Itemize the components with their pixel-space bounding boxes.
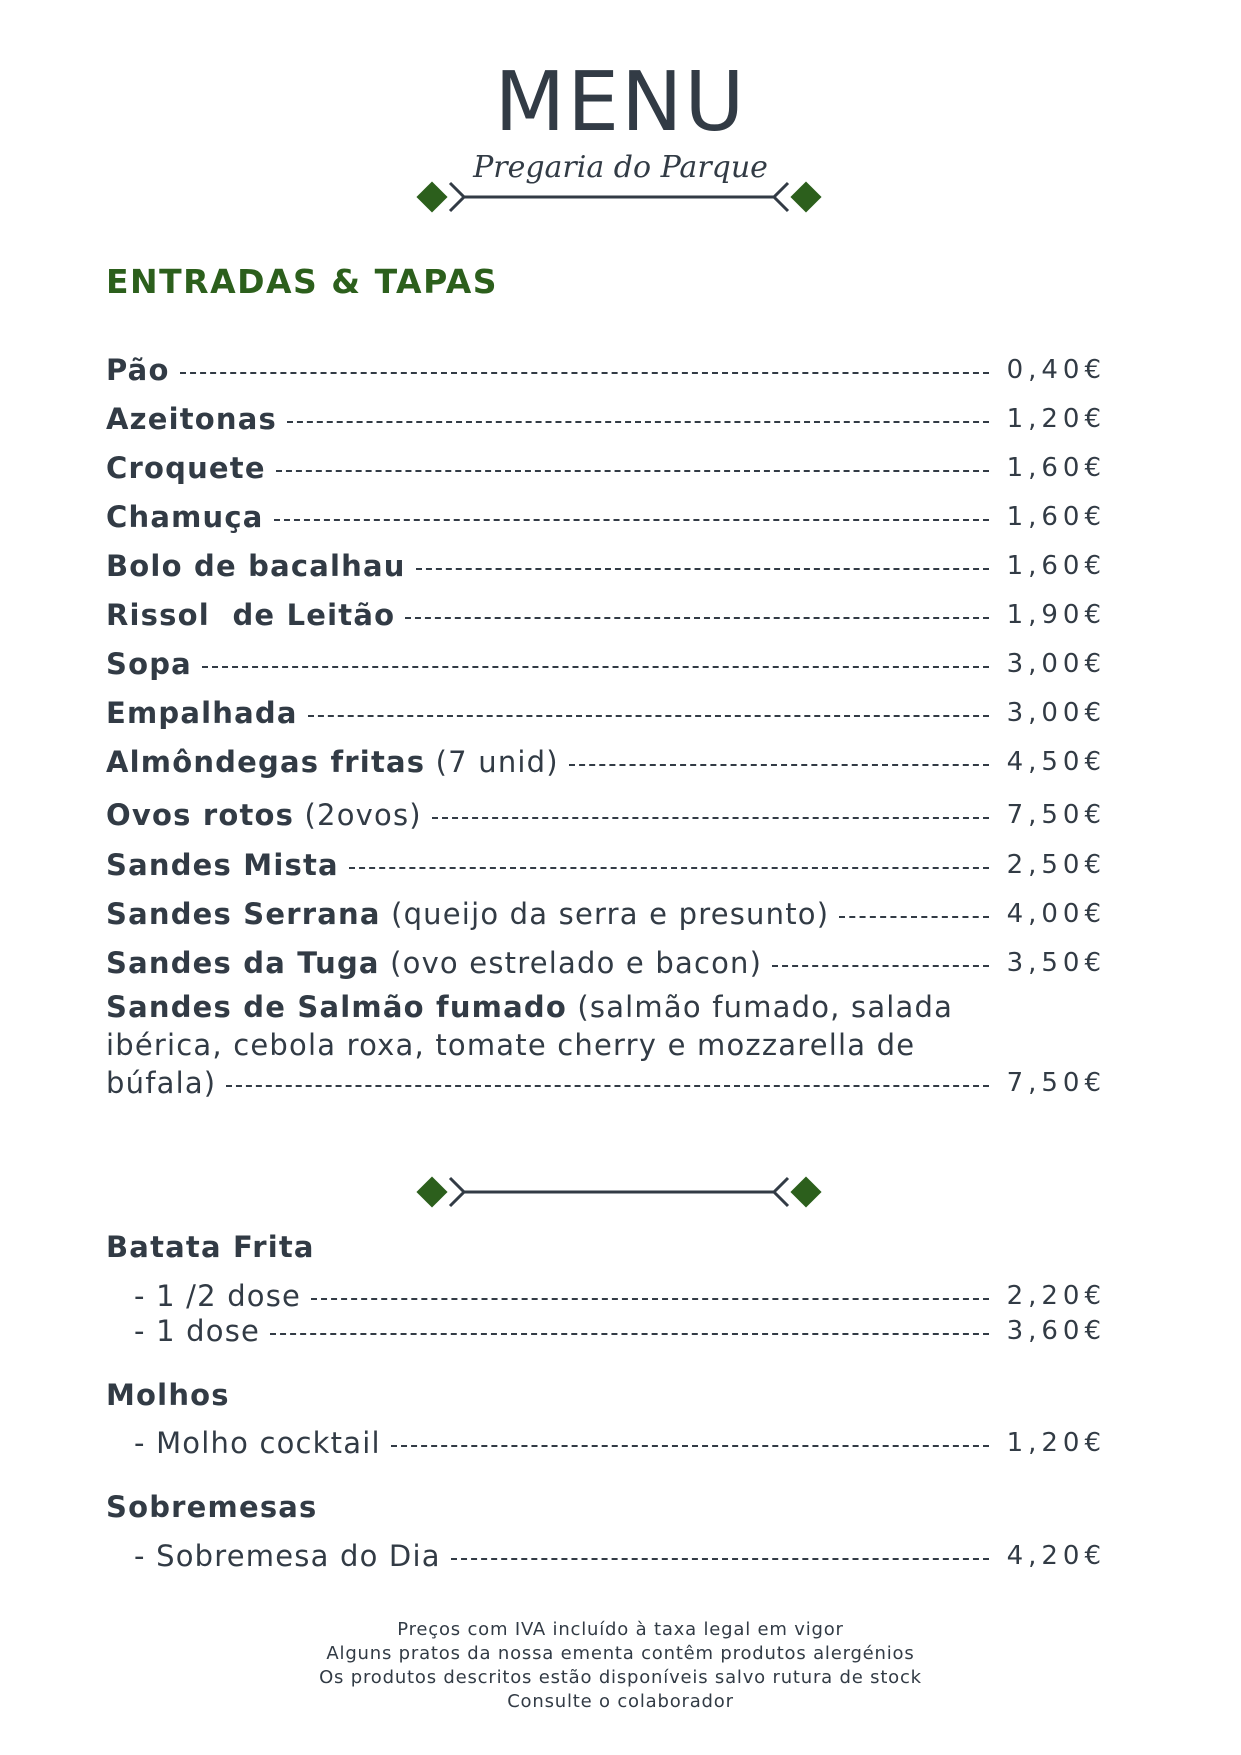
ornament-divider-middle <box>412 1173 826 1213</box>
dot-leader <box>311 1298 989 1300</box>
item-name: - Molho cocktail <box>134 1426 381 1460</box>
item-name: Sandes Mista <box>106 848 339 882</box>
item-name: Ovos rotos <box>106 798 295 832</box>
item-name: Rissol de Leitão <box>106 598 396 632</box>
item-price: 1,60€ <box>1006 551 1106 581</box>
menu-item-multiline <box>106 988 1106 1102</box>
item-note-line: búfala) <box>106 1066 217 1100</box>
item-name: Empalhada <box>106 696 298 730</box>
item-price: 3,00€ <box>1006 649 1106 679</box>
menu-item <box>106 693 1106 733</box>
page-title: MENU <box>494 55 747 150</box>
dot-leader <box>308 715 989 717</box>
item-name: Sandes Serrana <box>106 897 381 931</box>
item-name: Azeitonas <box>106 402 277 436</box>
menu-item <box>106 742 1106 782</box>
dot-leader <box>287 421 989 423</box>
item-price: 0,40€ <box>1006 355 1106 385</box>
item-price: 7,50€ <box>1006 800 1106 830</box>
item-price: 4,50€ <box>1006 747 1106 777</box>
item-name: Bolo de bacalhau <box>106 549 406 583</box>
item-name: - Sobremesa do Dia <box>134 1539 441 1573</box>
menu-item <box>106 894 1106 934</box>
diamond-icon <box>790 1176 821 1207</box>
menu-item <box>134 1536 1106 1576</box>
item-price: 3,50€ <box>1006 948 1106 978</box>
item-name: Sandes da Tuga <box>106 946 380 980</box>
menu-item <box>106 399 1106 439</box>
dot-leader <box>226 1085 989 1087</box>
menu-item <box>134 1311 1106 1351</box>
footer-line: Consulte o colaborador <box>507 1691 734 1712</box>
chevron-icon <box>774 1178 788 1206</box>
dot-leader <box>416 568 989 570</box>
item-price: 1,60€ <box>1006 502 1106 532</box>
item-price: 1,20€ <box>1006 404 1106 434</box>
ornament-divider-top <box>412 178 826 218</box>
diamond-icon <box>416 1176 447 1207</box>
footer-notes <box>0 1618 1241 1714</box>
chevron-icon <box>450 183 464 211</box>
item-note: (ovo estrelado e bacon) <box>390 946 763 980</box>
item-price: 3,00€ <box>1006 698 1106 728</box>
item-price: 4,00€ <box>1006 899 1106 929</box>
dot-leader <box>202 666 989 668</box>
diamond-icon <box>790 181 821 212</box>
item-price: 7,50€ <box>1006 1068 1106 1098</box>
group-title-molhos: Molhos <box>106 1378 230 1412</box>
dot-leader <box>276 470 989 472</box>
dot-leader <box>839 916 989 918</box>
footer-line: Alguns pratos da nossa ementa contêm produtos alergénios <box>326 1643 915 1664</box>
item-price: 1,20€ <box>1006 1428 1106 1458</box>
item-name: Croquete <box>106 451 266 485</box>
item-price: 2,20€ <box>1006 1281 1106 1311</box>
item-name: Sopa <box>106 647 192 681</box>
menu-item <box>106 644 1106 684</box>
item-note: (queijo da serra e presunto) <box>391 897 830 931</box>
chevron-icon <box>450 1178 464 1206</box>
dot-leader <box>270 1333 989 1335</box>
item-note-line: (salmão fumado, salada <box>577 990 954 1024</box>
item-note: (2ovos) <box>304 798 422 832</box>
item-price: 4,20€ <box>1006 1541 1106 1571</box>
item-price: 1,90€ <box>1006 600 1106 630</box>
footer-line: Os produtos descritos estão disponíveis salvo rutura de stock <box>319 1667 922 1688</box>
item-note: (7 unid) <box>435 745 559 779</box>
footer-line: Preços com IVA incluído à taxa legal em vigor <box>397 1619 844 1640</box>
menu-item <box>106 943 1106 983</box>
menu-item <box>106 546 1106 586</box>
menu-item <box>106 448 1106 488</box>
item-name: - 1 dose <box>134 1314 261 1348</box>
dot-leader <box>405 617 989 619</box>
chevron-icon <box>774 183 788 211</box>
dot-leader <box>772 965 989 967</box>
item-name: Pão <box>106 353 170 387</box>
restaurant-name: Pregaria do Parque <box>473 150 768 185</box>
menu-item <box>134 1423 1106 1463</box>
group-title-batata: Batata Frita <box>106 1230 315 1264</box>
menu-item <box>106 595 1106 635</box>
item-price: 3,60€ <box>1006 1316 1106 1346</box>
item-name: Chamuça <box>106 500 264 534</box>
item-note-line: ibérica, cebola roxa, tomate cherry e mozzarella de <box>106 1028 916 1062</box>
dot-leader <box>391 1445 989 1447</box>
section-title: ENTRADAS & TAPAS <box>106 262 499 301</box>
group-title-sobremesas: Sobremesas <box>106 1490 318 1524</box>
item-name: Almôndegas fritas <box>106 745 426 779</box>
dot-leader <box>569 764 989 766</box>
menu-item <box>134 1276 1106 1316</box>
dot-leader <box>349 867 989 869</box>
dot-leader <box>451 1558 989 1560</box>
dot-leader <box>180 372 989 374</box>
diamond-icon <box>416 181 447 212</box>
item-name: Sandes de Salmão fumado <box>106 990 567 1024</box>
menu-item <box>106 795 1106 835</box>
dot-leader <box>432 817 989 819</box>
menu-item <box>106 845 1106 885</box>
item-price: 2,50€ <box>1006 850 1106 880</box>
item-name: - 1 /2 dose <box>134 1279 302 1313</box>
dot-leader <box>274 519 989 521</box>
menu-item <box>106 350 1106 390</box>
item-price: 1,60€ <box>1006 453 1106 483</box>
menu-item <box>106 497 1106 537</box>
